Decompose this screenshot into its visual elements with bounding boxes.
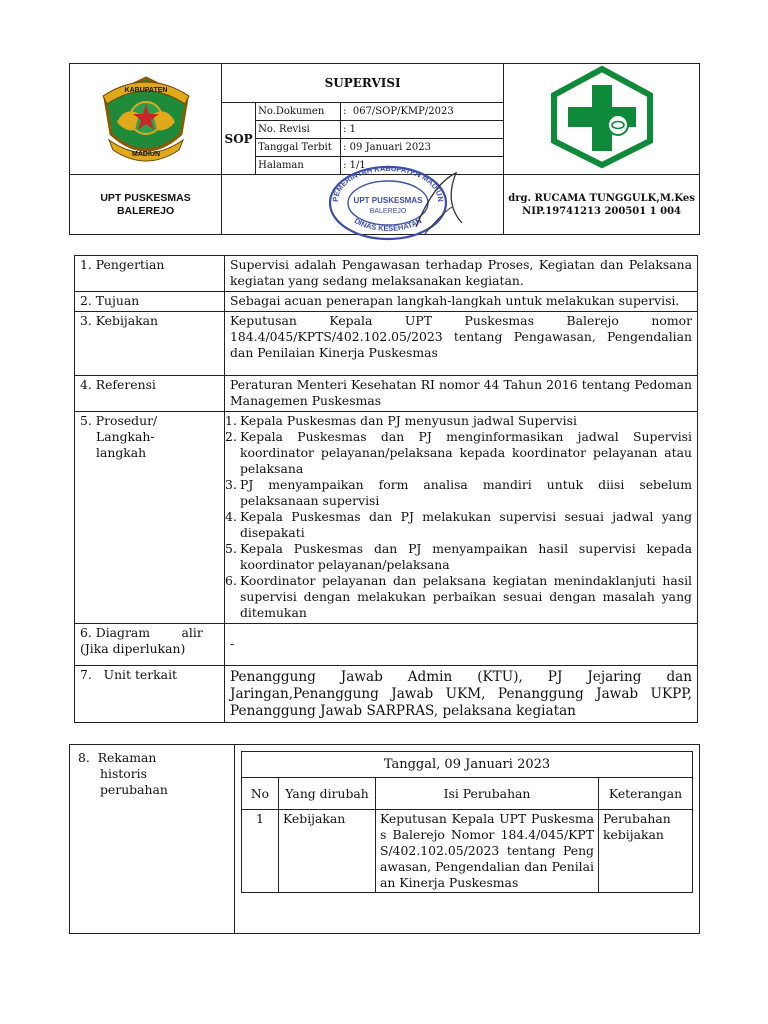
history-label-line: perubahan: [100, 782, 168, 797]
procedure-steps-cell: [225, 412, 698, 624]
step-text: Koordinator pelayanan dan pelaksana kegiatan menindaklanjuti hasil supervisi dengan melakukan perbaikan sesuai dengan masalah yang ditemukan: [240, 573, 692, 620]
section-row: [75, 376, 698, 412]
table-row: [242, 810, 693, 893]
step-number: 3.: [225, 477, 237, 492]
history-date: Tanggal, 09 Januari 2023: [242, 752, 693, 778]
section-text-tujuan: Sebagai acuan penerapan langkah-langkah untuk melakukan supervisi.: [225, 292, 698, 312]
stamp-center-line2: BALEREJO: [369, 208, 407, 215]
step-number: 4.: [225, 509, 237, 524]
meta-sep: :: [343, 141, 347, 153]
meta-sep: :: [343, 123, 347, 135]
meta-label: Halaman: [256, 156, 341, 174]
logo-text-top: KABUPATEN: [124, 87, 167, 94]
section-text-diagram: -: [225, 624, 698, 666]
prosedur-label-line: Langkah-: [96, 429, 155, 444]
procedure-steps-list: [225, 413, 692, 621]
history-content-cell: [235, 745, 700, 934]
procedure-step: [225, 477, 692, 509]
column-header-content: Isi Perubahan: [376, 778, 599, 810]
prosedur-label-line: langkah: [96, 445, 147, 460]
official-stamp-icon: [324, 163, 466, 243]
stamp-ring-top: PEMERINTAH KABUPATEN MADIUN: [330, 163, 446, 203]
section-text-pengertian: Supervisi adalah Pengawasan terhadap Proses, Kegiatan dan Pelaksana kegiatan yang sedang melaksanakan kegiatan.: [225, 256, 698, 292]
organization-name: UPT PUSKESMAS: [100, 191, 191, 204]
procedure-step: [225, 573, 692, 621]
document-header: [69, 63, 700, 235]
history-label-line: 8. Rekaman: [78, 750, 157, 765]
meta-sep: :: [343, 105, 347, 117]
section-text-kebijakan: Keputusan Kepala UPT Puskesmas Balerejo nomor 184.4/045/KPTS/402.102.05/2023 tentang Pengawasan, Pengendalian dan Penilaian Kinerja Puskesmas: [225, 312, 698, 376]
section-row: [75, 312, 698, 376]
column-header-changed: Yang dirubah: [279, 778, 376, 810]
step-text: PJ menyampaikan form analisa mandiri untuk diisi sebelum pelaksanaan supervisi: [240, 477, 692, 508]
logo-text-bottom: MADIUN: [131, 151, 160, 158]
stamp-ring-bottom: DINAS KESEHATAN: [352, 216, 424, 234]
history-inner-table: [241, 751, 693, 893]
meta-label: No. Revisi: [256, 120, 341, 138]
section-row: [75, 256, 698, 292]
diagram-label-line: 6. Diagram alir: [80, 625, 203, 640]
diagram-label-line: (Jika diperlukan): [80, 641, 186, 656]
column-header-no: No: [242, 778, 279, 810]
signer-cell: [504, 175, 700, 235]
section-label-diagram: [75, 624, 225, 666]
change-history-table: [69, 744, 700, 934]
header-title-block: [222, 64, 504, 175]
meta-value-issue-date: 09 Januari 2023: [349, 141, 431, 153]
section-label-tujuan: 2. Tujuan: [75, 292, 225, 312]
step-text: Kepala Puskesmas dan PJ menyampaikan hasil supervisi kepada koordinator pelayanan/pelaksana: [240, 541, 692, 572]
stamp-center-line1: UPT PUSKESMAS: [353, 196, 423, 205]
step-number: 2.: [225, 429, 237, 444]
organization-cell: [70, 175, 222, 235]
step-number: 1.: [225, 413, 237, 428]
section-label-unit: 7. Unit terkait: [75, 666, 225, 723]
history-cell-no: 1: [242, 810, 279, 893]
regency-emblem-icon: [95, 70, 197, 164]
step-text: Kepala Puskesmas dan PJ menginformasikan jadwal Supervisi koordinator pelayanan/pelaksana kepada koordinator pelayanan atau pelaksana: [240, 429, 692, 476]
svg-text:DINAS KESEHATAN: [353, 216, 423, 233]
section-row: [75, 624, 698, 666]
sop-content-table: [74, 255, 698, 723]
organization-location: BALEREJO: [116, 204, 175, 217]
puskesmas-cross-logo-icon: [546, 65, 658, 169]
history-label-cell: [70, 745, 235, 934]
section-label-referensi: 4. Referensi: [75, 376, 225, 412]
procedure-step: [225, 413, 692, 429]
section-text-referensi: Peraturan Menteri Kesehatan RI nomor 44 Tahun 2016 tentang Pedoman Managemen Puskesmas: [225, 376, 698, 412]
step-number: 6.: [225, 573, 237, 588]
section-row: [75, 292, 698, 312]
step-text: Kepala Puskesmas dan PJ menyusun jadwal Supervisi: [240, 413, 577, 428]
section-row: [75, 412, 698, 624]
section-label-pengertian: 1. Pengertian: [75, 256, 225, 292]
meta-label: Tanggal Terbit: [256, 138, 341, 156]
signer-nip: NIP.19741213 200501 1 004: [522, 205, 681, 217]
health-logo-cell: [504, 64, 700, 175]
meta-label: No.Dokumen: [256, 103, 341, 120]
section-text-unit: Penanggung Jawab Admin (KTU), PJ Jejaring dan Jaringan,Penanggung Jawab UKM, Penanggung Jawab UKPP, Penanggung Jawab SARPRAS, pelaksana kegiatan: [225, 666, 698, 723]
history-cell-content: Keputusan Kepala UPT Puskesmas Balerejo Nomor 184.4/045/KPTS/402.102.05/2023 tentang Pengawasan, Pengendalian dan Penilaian Kinerja Puskesmas: [376, 810, 599, 893]
history-cell-note: Perubahan kebijakan: [599, 810, 693, 893]
document-title: SUPERVISI: [324, 76, 401, 90]
procedure-step: [225, 429, 692, 477]
regency-logo-cell: [70, 64, 222, 175]
step-number: 5.: [225, 541, 237, 556]
section-row: [75, 666, 698, 723]
meta-value-document-number: 067/SOP/KMP/2023: [352, 105, 454, 117]
step-text: Kepala Puskesmas dan PJ melakukan supervisi sesuai jadwal yang disepakati: [240, 509, 692, 540]
meta-sep: :: [343, 159, 347, 171]
history-cell-changed: Kebijakan: [279, 810, 376, 893]
sop-label: SOP: [224, 131, 253, 146]
prosedur-label-line: 5. Prosedur/: [80, 413, 158, 428]
meta-value-page: 1/1: [349, 159, 366, 171]
procedure-step: [225, 541, 692, 573]
section-label-kebijakan: 3. Kebijakan: [75, 312, 225, 376]
signer-name: drg. RUCAMA TUNGGULK,M.Kes: [508, 192, 695, 204]
column-header-note: Keterangan: [599, 778, 693, 810]
procedure-step: [225, 509, 692, 541]
section-label-prosedur: [75, 412, 225, 624]
meta-value-revision: 1: [349, 123, 357, 135]
history-label-line: historis: [100, 766, 147, 781]
